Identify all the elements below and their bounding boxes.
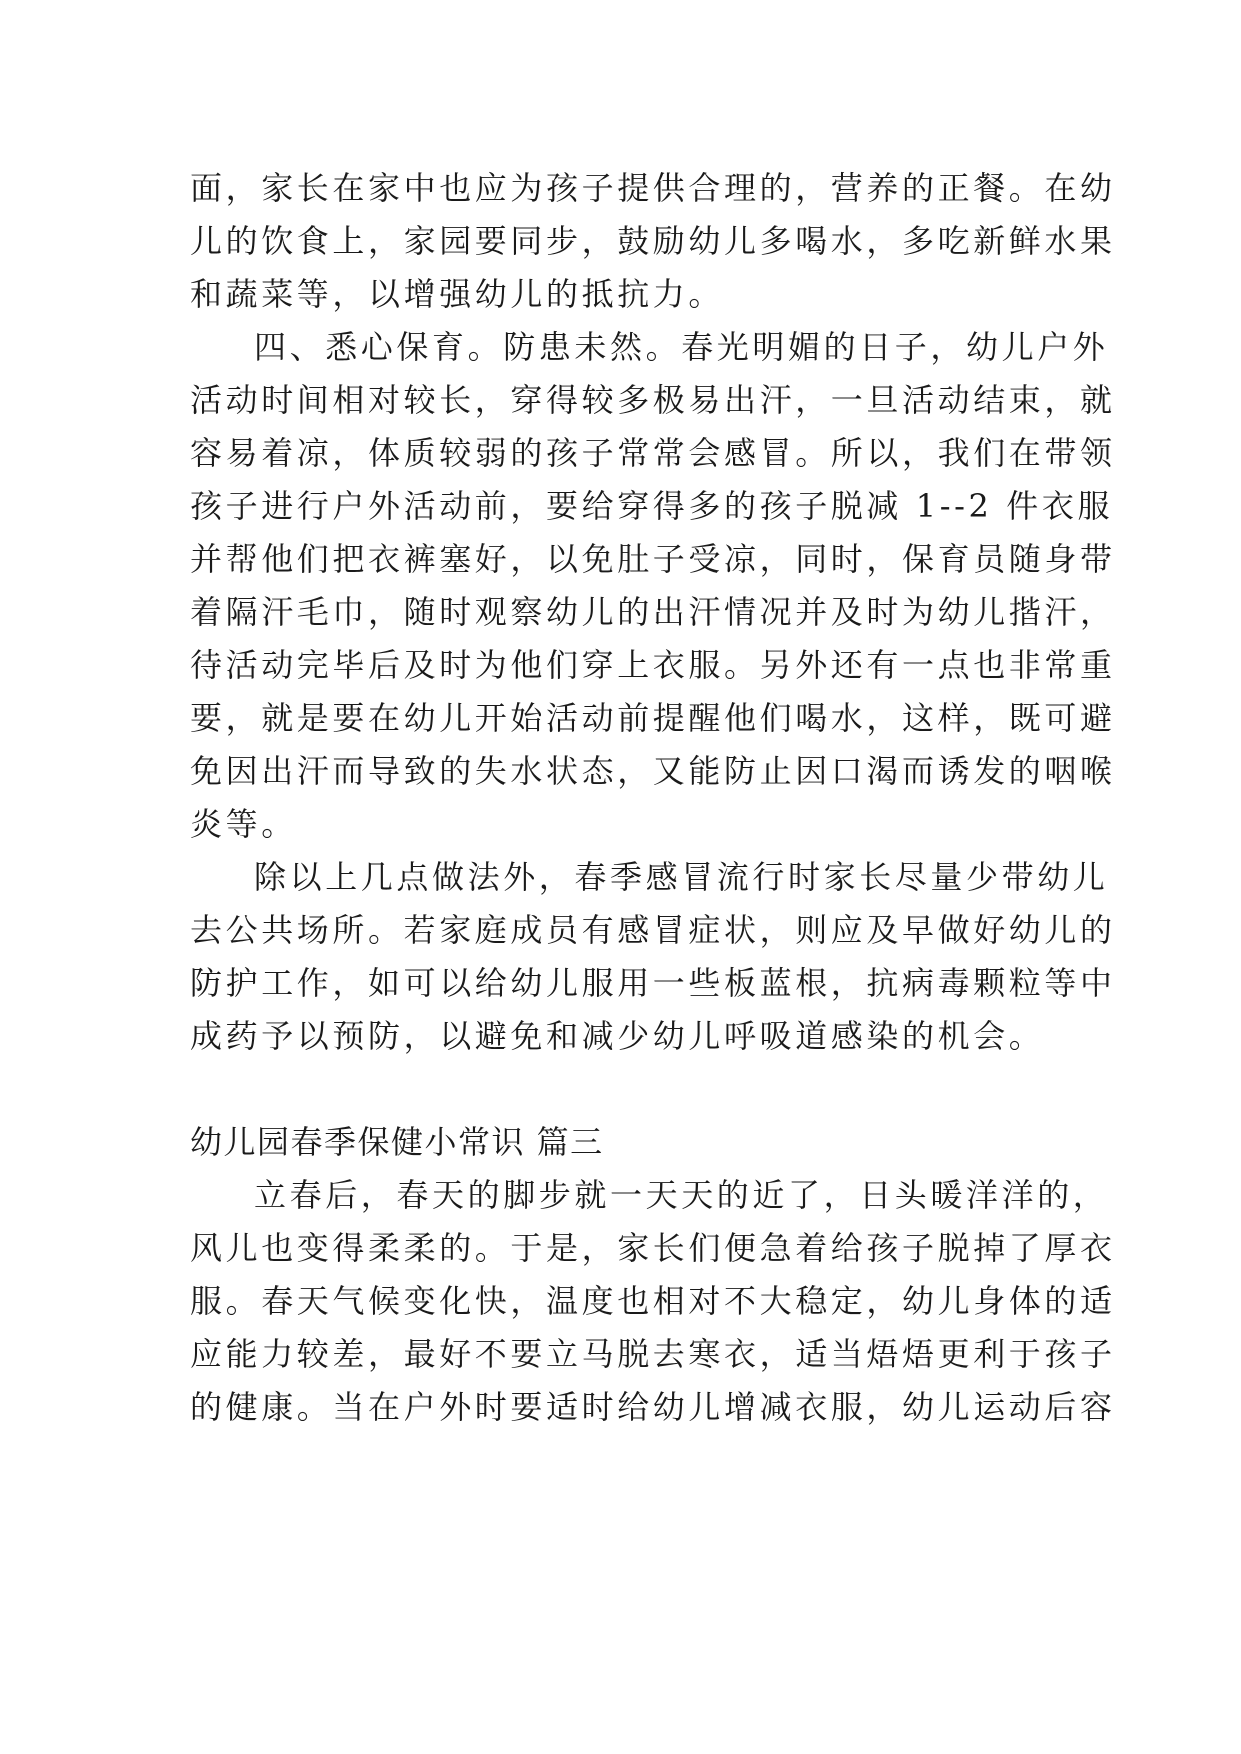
text-line: 成药予以预防，以避免和减少幼儿呼吸道感染的机会。 xyxy=(190,1017,1045,1055)
text-line: 要，就是要在幼儿开始活动前提醒他们喝水，这样，既可避 xyxy=(190,699,1116,737)
text-line: 和蔬菜等，以增强幼儿的抵抗力。 xyxy=(190,275,725,313)
text-line: 防护工作，如可以给幼儿服用一些板蓝根，抗病毒颗粒等中 xyxy=(190,964,1116,1002)
text-line: 容易着凉，体质较弱的孩子常常会感冒。所以，我们在带领 xyxy=(190,434,1116,472)
paragraph-first-line: 立春后，春天的脚步就一天天的近了，日头暖洋洋的， xyxy=(254,1176,1109,1214)
text-line: 儿的饮食上，家园要同步，鼓励幼儿多喝水，多吃新鲜水果 xyxy=(190,222,1116,260)
text-line: 活动时间相对较长，穿得较多极易出汗，一旦活动结束，就 xyxy=(190,381,1116,419)
text-line: 免因出汗而导致的失水状态，又能防止因口渴而诱发的咽喉 xyxy=(190,752,1116,790)
text-line: 去公共场所。若家庭成员有感冒症状，则应及早做好幼儿的 xyxy=(190,911,1116,949)
text-line: 面，家长在家中也应为孩子提供合理的，营养的正餐。在幼 xyxy=(190,169,1116,207)
text-line: 服。春天气候变化快，温度也相对不大稳定，幼儿身体的适 xyxy=(190,1282,1116,1320)
section-heading: 幼儿园春季保健小常识 篇三 xyxy=(190,1123,604,1161)
text-line: 风儿也变得柔柔的。于是，家长们便急着给孩子脱掉了厚衣 xyxy=(190,1229,1116,1267)
paragraph-first-line: 四、悉心保育。防患未然。春光明媚的日子，幼儿户外 xyxy=(254,328,1109,366)
text-line: 并帮他们把衣裤塞好，以免肚子受凉，同时，保育员随身带 xyxy=(190,540,1116,578)
text-line: 应能力较差，最好不要立马脱去寒衣，适当焐焐更利于孩子 xyxy=(190,1335,1116,1373)
text-line: 待活动完毕后及时为他们穿上衣服。另外还有一点也非常重 xyxy=(190,646,1116,684)
text-line: 孩子进行户外活动前，要给穿得多的孩子脱减 1--2 件衣服 xyxy=(190,487,1114,525)
paragraph-first-line: 除以上几点做法外，春季感冒流行时家长尽量少带幼儿 xyxy=(254,858,1109,896)
text-line: 的健康。当在户外时要适时给幼儿增减衣服，幼儿运动后容 xyxy=(190,1388,1116,1426)
text-line: 炎等。 xyxy=(190,805,297,843)
text-line: 着隔汗毛巾，随时观察幼儿的出汗情况并及时为幼儿揩汗， xyxy=(190,593,1116,631)
